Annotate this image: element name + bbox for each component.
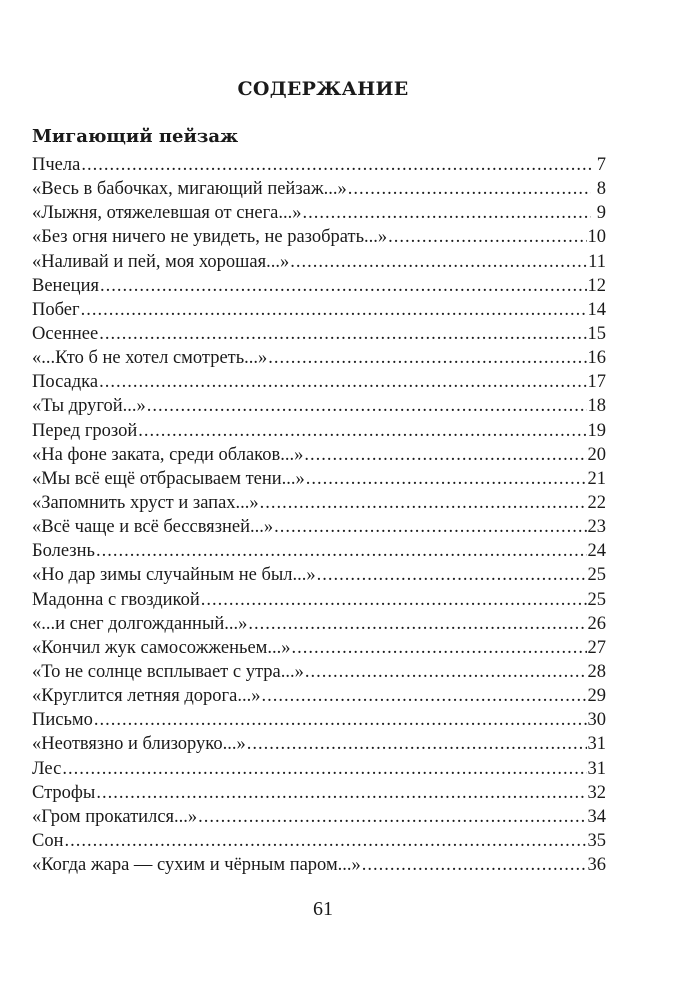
dot-leader [305,660,587,684]
toc-entry-page: 7 [596,155,606,175]
dot-leader [201,588,587,612]
toc-entry [32,636,606,660]
toc-entry-page: 29 [587,686,606,707]
toc-entry-title: «Ты другой...» [32,396,146,417]
toc-entry-title: Сон [32,830,64,851]
toc-entry [32,225,606,249]
toc-entry-title: «Наливай и пей, моя хорошая...» [32,251,290,272]
toc-entry-title: «То не солнце всплывает с утра...» [32,661,304,682]
toc-entry-title: Мадонна с гвоздикой [32,589,200,610]
toc-entry-page: 26 [587,613,606,634]
dot-leader [348,177,591,201]
table-of-contents [32,153,606,877]
toc-entry-page: 8 [596,179,606,200]
toc-entry-page: 14 [587,299,606,320]
page-number: 61 [313,898,333,920]
toc-entry-title: Письмо [32,710,93,731]
toc-entry-title: Побег [32,299,80,320]
toc-entry-title: «На фоне заката, среди облаков...» [32,444,304,465]
toc-entry-page: 24 [587,541,606,562]
toc-entry-title: Лес [32,758,62,779]
toc-entry-page: 19 [587,420,606,441]
toc-entry [32,177,606,201]
toc-entry [32,201,606,225]
dot-leader [304,443,586,467]
toc-entry-title: «Кончил жук самосожженьем...» [32,637,291,658]
toc-entry-page: 35 [587,830,606,851]
dot-leader [100,274,587,298]
toc-entry [32,853,606,877]
dot-leader [62,757,586,781]
toc-entry-title: «Когда жара — сухим и чёрным паром...» [32,855,361,876]
toc-entry-title: Осеннее [32,323,99,344]
toc-entry [32,684,606,708]
toc-entry-title: Пчела [32,155,81,175]
dot-leader [96,539,587,563]
dot-leader [248,612,586,636]
toc-entry [32,250,606,274]
toc-entry-page: 25 [587,565,606,586]
dot-leader [96,781,586,805]
toc-entry-page: 23 [587,517,606,538]
dot-leader [268,346,586,370]
toc-entry-title: Перед грозой [32,420,138,441]
dot-leader [138,419,586,443]
toc-entry [32,394,606,418]
toc-entry-title: Венеция [32,275,99,296]
toc-entry-title: «Гром прокатился...» [32,806,198,827]
toc-entry-page: 11 [588,251,606,272]
toc-entry-title: «Весь в бабочках, мигающий пейзаж...» [32,179,347,200]
toc-entry [32,588,606,612]
toc-entry-title: «Всё чаще и всё бессвязней...» [32,517,274,538]
toc-entry [32,491,606,515]
toc-entry-page: 10 [587,227,606,248]
toc-entry [32,515,606,539]
toc-entry-page: 27 [587,637,606,658]
dot-leader [81,153,591,177]
toc-entry [32,467,606,491]
toc-entry [32,563,606,587]
toc-entry-title: «...Кто б не хотел смотреть...» [32,348,268,369]
toc-entry-title: «Но дар зимы случайным не был...» [32,565,316,586]
toc-entry-title: «Лыжня, отяжелевшая от снега...» [32,203,302,224]
section-heading: Мигающий пейзаж [32,126,239,147]
toc-entry-page: 31 [587,734,606,755]
toc-entry-title: Посадка [32,372,99,393]
toc-entry [32,539,606,563]
toc-entry-page: 28 [587,661,606,682]
dot-leader [362,853,587,877]
dot-leader [303,201,591,225]
toc-entry-title: «Неотвязно и близоруко...» [32,734,246,755]
page-title: СОДЕРЖАНИЕ [237,78,409,100]
toc-entry [32,298,606,322]
dot-leader [290,250,587,274]
toc-entry [32,805,606,829]
toc-entry-page: 25 [587,589,606,610]
toc-entry [32,781,606,805]
toc-entry-page: 30 [587,710,606,731]
dot-leader [65,829,587,853]
dot-leader [292,636,587,660]
toc-entry [32,612,606,636]
toc-entry-page: 16 [587,348,606,369]
toc-entry-page: 9 [596,203,606,224]
dot-leader [306,467,587,491]
toc-entry-title: Строфы [32,782,96,803]
dot-leader [99,370,586,394]
dot-leader [247,732,587,756]
toc-entry-page: 20 [587,444,606,465]
toc-entry-title: «Без огня ничего не увидеть, не разобрать...» [32,227,388,248]
toc-entry-page: 34 [587,806,606,827]
toc-entry-page: 22 [587,492,606,513]
toc-entry [32,732,606,756]
dot-leader [94,708,587,732]
toc-entry [32,660,606,684]
toc-entry [32,274,606,298]
dot-leader [99,322,586,346]
toc-entry-page: 31 [587,758,606,779]
toc-entry [32,322,606,346]
toc-entry-title: Болезнь [32,541,95,562]
toc-entry [32,346,606,370]
toc-entry [32,419,606,443]
toc-entry [32,829,606,853]
toc-entry-page: 17 [587,372,606,393]
dot-leader [81,298,587,322]
dot-leader [317,563,587,587]
toc-entry-page: 36 [587,855,606,876]
toc-entry-title: «Круглится летняя дорога...» [32,686,261,707]
toc-entry-page: 15 [587,323,606,344]
dot-leader [388,225,586,249]
toc-entry-title: «Запомнить хруст и запах...» [32,492,259,513]
dot-leader [261,684,586,708]
dot-leader [147,394,587,418]
toc-entry-page: 18 [587,396,606,417]
dot-leader [274,515,586,539]
toc-entry [32,370,606,394]
dot-leader [260,491,587,515]
toc-entry-title: «Мы всё ещё отбрасываем тени...» [32,468,305,489]
toc-entry [32,708,606,732]
toc-entry [32,153,606,177]
dot-leader [198,805,586,829]
toc-entry-page: 12 [587,275,606,296]
toc-entry-title: «...и снег долгожданный...» [32,613,248,634]
toc-entry-page: 21 [587,468,606,489]
toc-entry [32,757,606,781]
toc-entry-page: 32 [587,782,606,803]
toc-entry [32,443,606,467]
